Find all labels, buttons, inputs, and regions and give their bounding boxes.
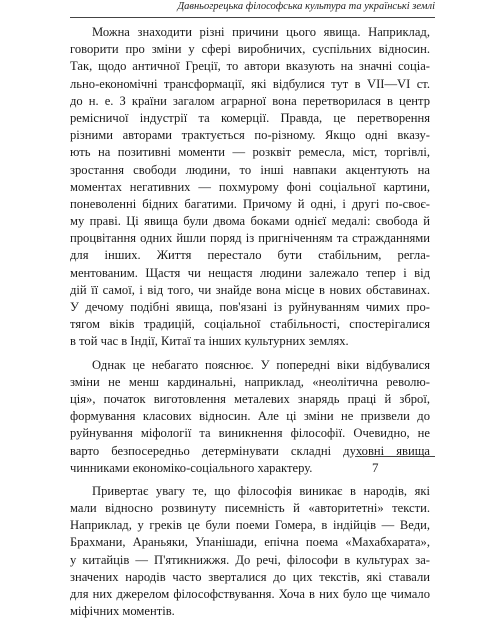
text-line: для них джерелом філософствування. Хоча в них було ще чимало [70,587,430,601]
text-line: у китайців — П'ятикнижжя. До речі, філософи в культурах за- [70,552,430,567]
text-line: для інших. Життя перестало бути стабільним, реглa- [70,248,430,263]
text-line: моментах негативних — похмурому фоні соціальної картини, [70,179,430,194]
text-line: зростання свободи людини, то інші навпаки акцентують на [70,162,430,177]
text-line: Так, щодо античної Греції, то автори вказують на значні соціа- [70,59,430,74]
text-line: значених народів часто зверталися до цих текстів, які ставали [70,569,430,584]
text-line: різними авторами трактується по-різному. Якщо одні вказу- [70,128,430,143]
text-line: Однак це небагато пояснює. У попередні віки відбувалися [92,357,430,372]
text-line: ментованим. Щастя чи нещастя людини залежало тепер і від [70,265,430,280]
text-line: в той час в Індії, Китаї та інших культурних землях. [70,334,349,349]
text-line: му праві. Ці явища були двома боками однієї медалі: свобода й [70,214,430,229]
paragraph-1 [70,24,430,351]
text-line: зміни не менш кардинальні, наприклад, «неолітична револю- [70,374,430,389]
text-line: міфічних моментів. [70,604,175,619]
text-line: тягом віків традицій, соціальної стабільності, спостерігалися [70,317,430,332]
page-number: 7 [372,460,379,475]
text-line: Можна знаходити різні причини цього явища. Наприклад, [92,25,430,39]
running-header-title: Давньогрецька філософська культура та українські землі [177,1,435,12]
text-line: варто безпосередньо детермінувати складні духовні явища [70,443,430,458]
main-text-block [70,24,430,620]
text-line: до н. е. З країни загалом аграрної вона перетворилася в центр [70,93,430,108]
footer-rule [355,456,435,457]
text-line: Наприклад, у греків це були поеми Гомера, в індійців — Веди, [70,518,430,533]
text-line: говорити про зміни у сфері виробничих, суспільних відносин. [70,42,430,57]
text-line: чинниками економіко-соціального характеру. [70,460,313,475]
text-line: поневоленні бідних багатими. Причому й одні, і другі по-своє- [70,196,430,211]
text-line: Брахмани, Араньяки, Упанішади, епічна поема «Махабхарата», [70,535,430,550]
text-line: ремісничої індустрії та комерції. Правда, це перетворення [70,110,430,125]
text-line: ція», початок виготовлення металевих знарядь праці й зброї, [70,391,430,406]
text-line: У дечому подібні явища, пов'язані із руйнуванням чимих про- [70,300,430,314]
paragraph-2 [70,357,430,477]
running-header [70,0,435,18]
text-line: ють на позитивні моменти — розквіт ремесла, міст, торгівлі, [70,145,430,160]
paragraph-3 [70,483,430,620]
text-line: Привертає увагу те, що філософія виникає в народів, які [92,483,430,498]
text-line: дій її самої, і від того, чи знайде вона місце в нових обставинах. [70,282,430,297]
text-line: руйнування міфології та виникнення філософії. Очевидно, не [70,426,430,441]
text-line: льно-економічні трансформації, які відбулися тут в VII—VI ст. [70,76,430,91]
text-line: мали відносно розвинуту писемність й «авторитетні» тексти. [70,501,430,516]
text-line: формування класових відносин. Але ці зміни не призвели до [70,409,430,424]
text-line: процвітання одних йшли поряд із пригніченням та стражданнями [70,231,430,246]
